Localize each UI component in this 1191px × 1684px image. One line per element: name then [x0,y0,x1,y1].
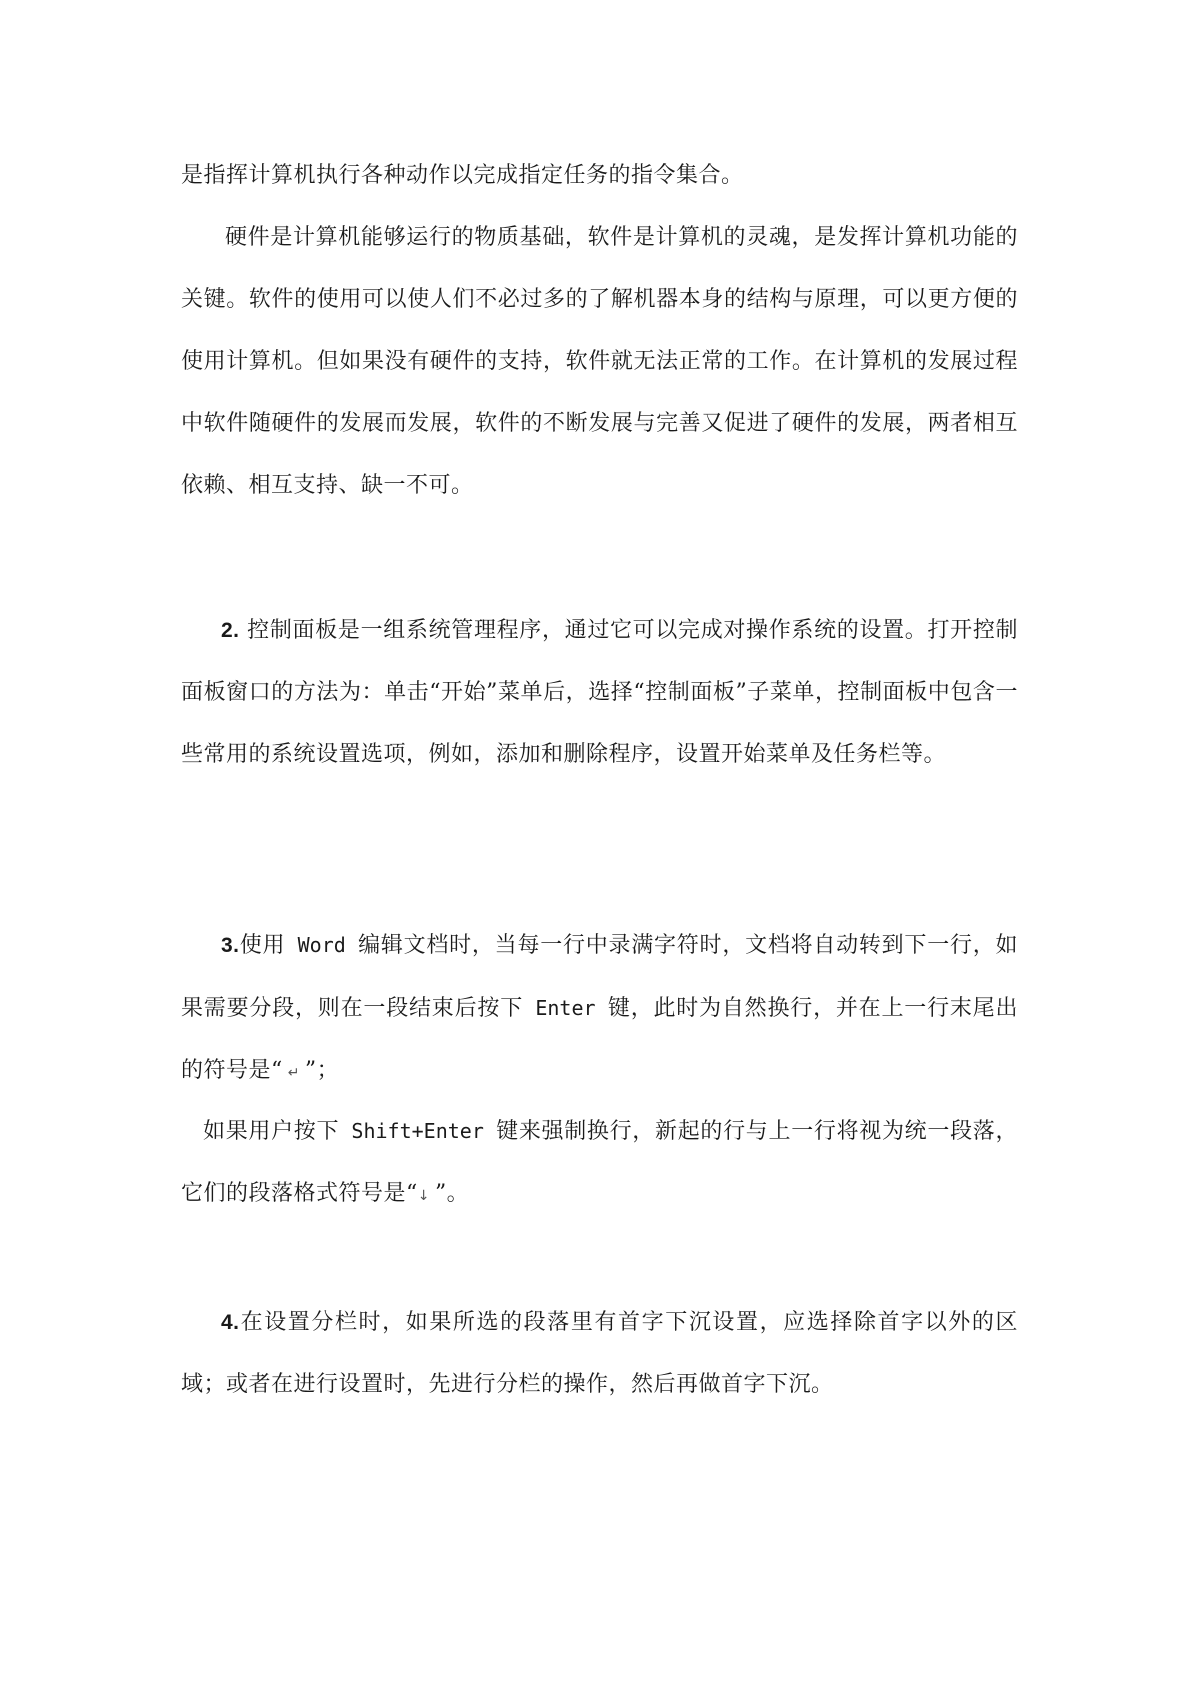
paragraph-text: 键，此时为自然换行，并在上一行末尾出的符号是“ [181,996,1018,1083]
paragraph-text: 控制面板是一组系统管理程序，通过它可以完成对操作系统的设置。打开控制面板窗口的方法为：单击“开始”菜单后，选择“控制面板”子菜单，控制面板中包含一些常用的系统设置选项，例如，添加和删除程序，设置开始菜单及任务栏等。 [181,618,1018,767]
paragraph-text: 使用 [239,933,286,958]
paragraph-item-4 [181,1292,1018,1416]
paragraph-hardware-software [181,207,1018,517]
item-number: 3. [221,934,240,957]
paragraph-item-3 [181,914,1018,1104]
paragraph-item-2 [181,600,1018,786]
paragraph-text: ”。 [434,1181,470,1206]
item-number: 4. [221,1311,240,1334]
paragraph-text: 编辑文档时，当每一行中录满字符时，文档将自动转到下一行，如果需要分段，则在一段结束后按下 [181,933,1018,1021]
paragraph-text: 如果用户按下 [203,1119,340,1144]
paragraph-mark-icon: ↵ [282,1065,305,1081]
line-break-mark-icon: ↓ [417,1188,435,1204]
paragraph-text: 是指挥计算机执行各种动作以完成指定任务的指令集合。 [181,163,744,188]
item-number: 2. [221,619,240,642]
paragraph-text: 键来强制换行，新起的行与上一行将视为统一段落，它们的段落格式符号是“ [181,1119,1018,1206]
enter-term: Enter [523,996,608,1020]
paragraph-text: ”； [304,1058,340,1083]
paragraph-continuation [181,145,1018,207]
paragraph-text: 在设置分栏时，如果所选的段落里有首字下沉设置，应选择除首字以外的区域；或者在进行设置时，先进行分栏的操作，然后再做首字下沉。 [181,1310,1018,1397]
word-term: Word [285,933,359,957]
paragraph-shift-enter [181,1100,1018,1227]
shift-enter-term: Shift+Enter [339,1119,497,1143]
paragraph-text: 硬件是计算机能够运行的物质基础，软件是计算机的灵魂，是发挥计算机功能的关键。软件的使用可以使人们不必过多的了解机器本身的结构与原理，可以更方便的使用计算机。但如果没有硬件的支持，软件就无法正常的工作。在计算机的发展过程中软件随硬件的发展而发展，软件的不断发展与完善又促进了硬件的发展，两者相互依赖、相互支持、缺一不可。 [181,225,1018,498]
